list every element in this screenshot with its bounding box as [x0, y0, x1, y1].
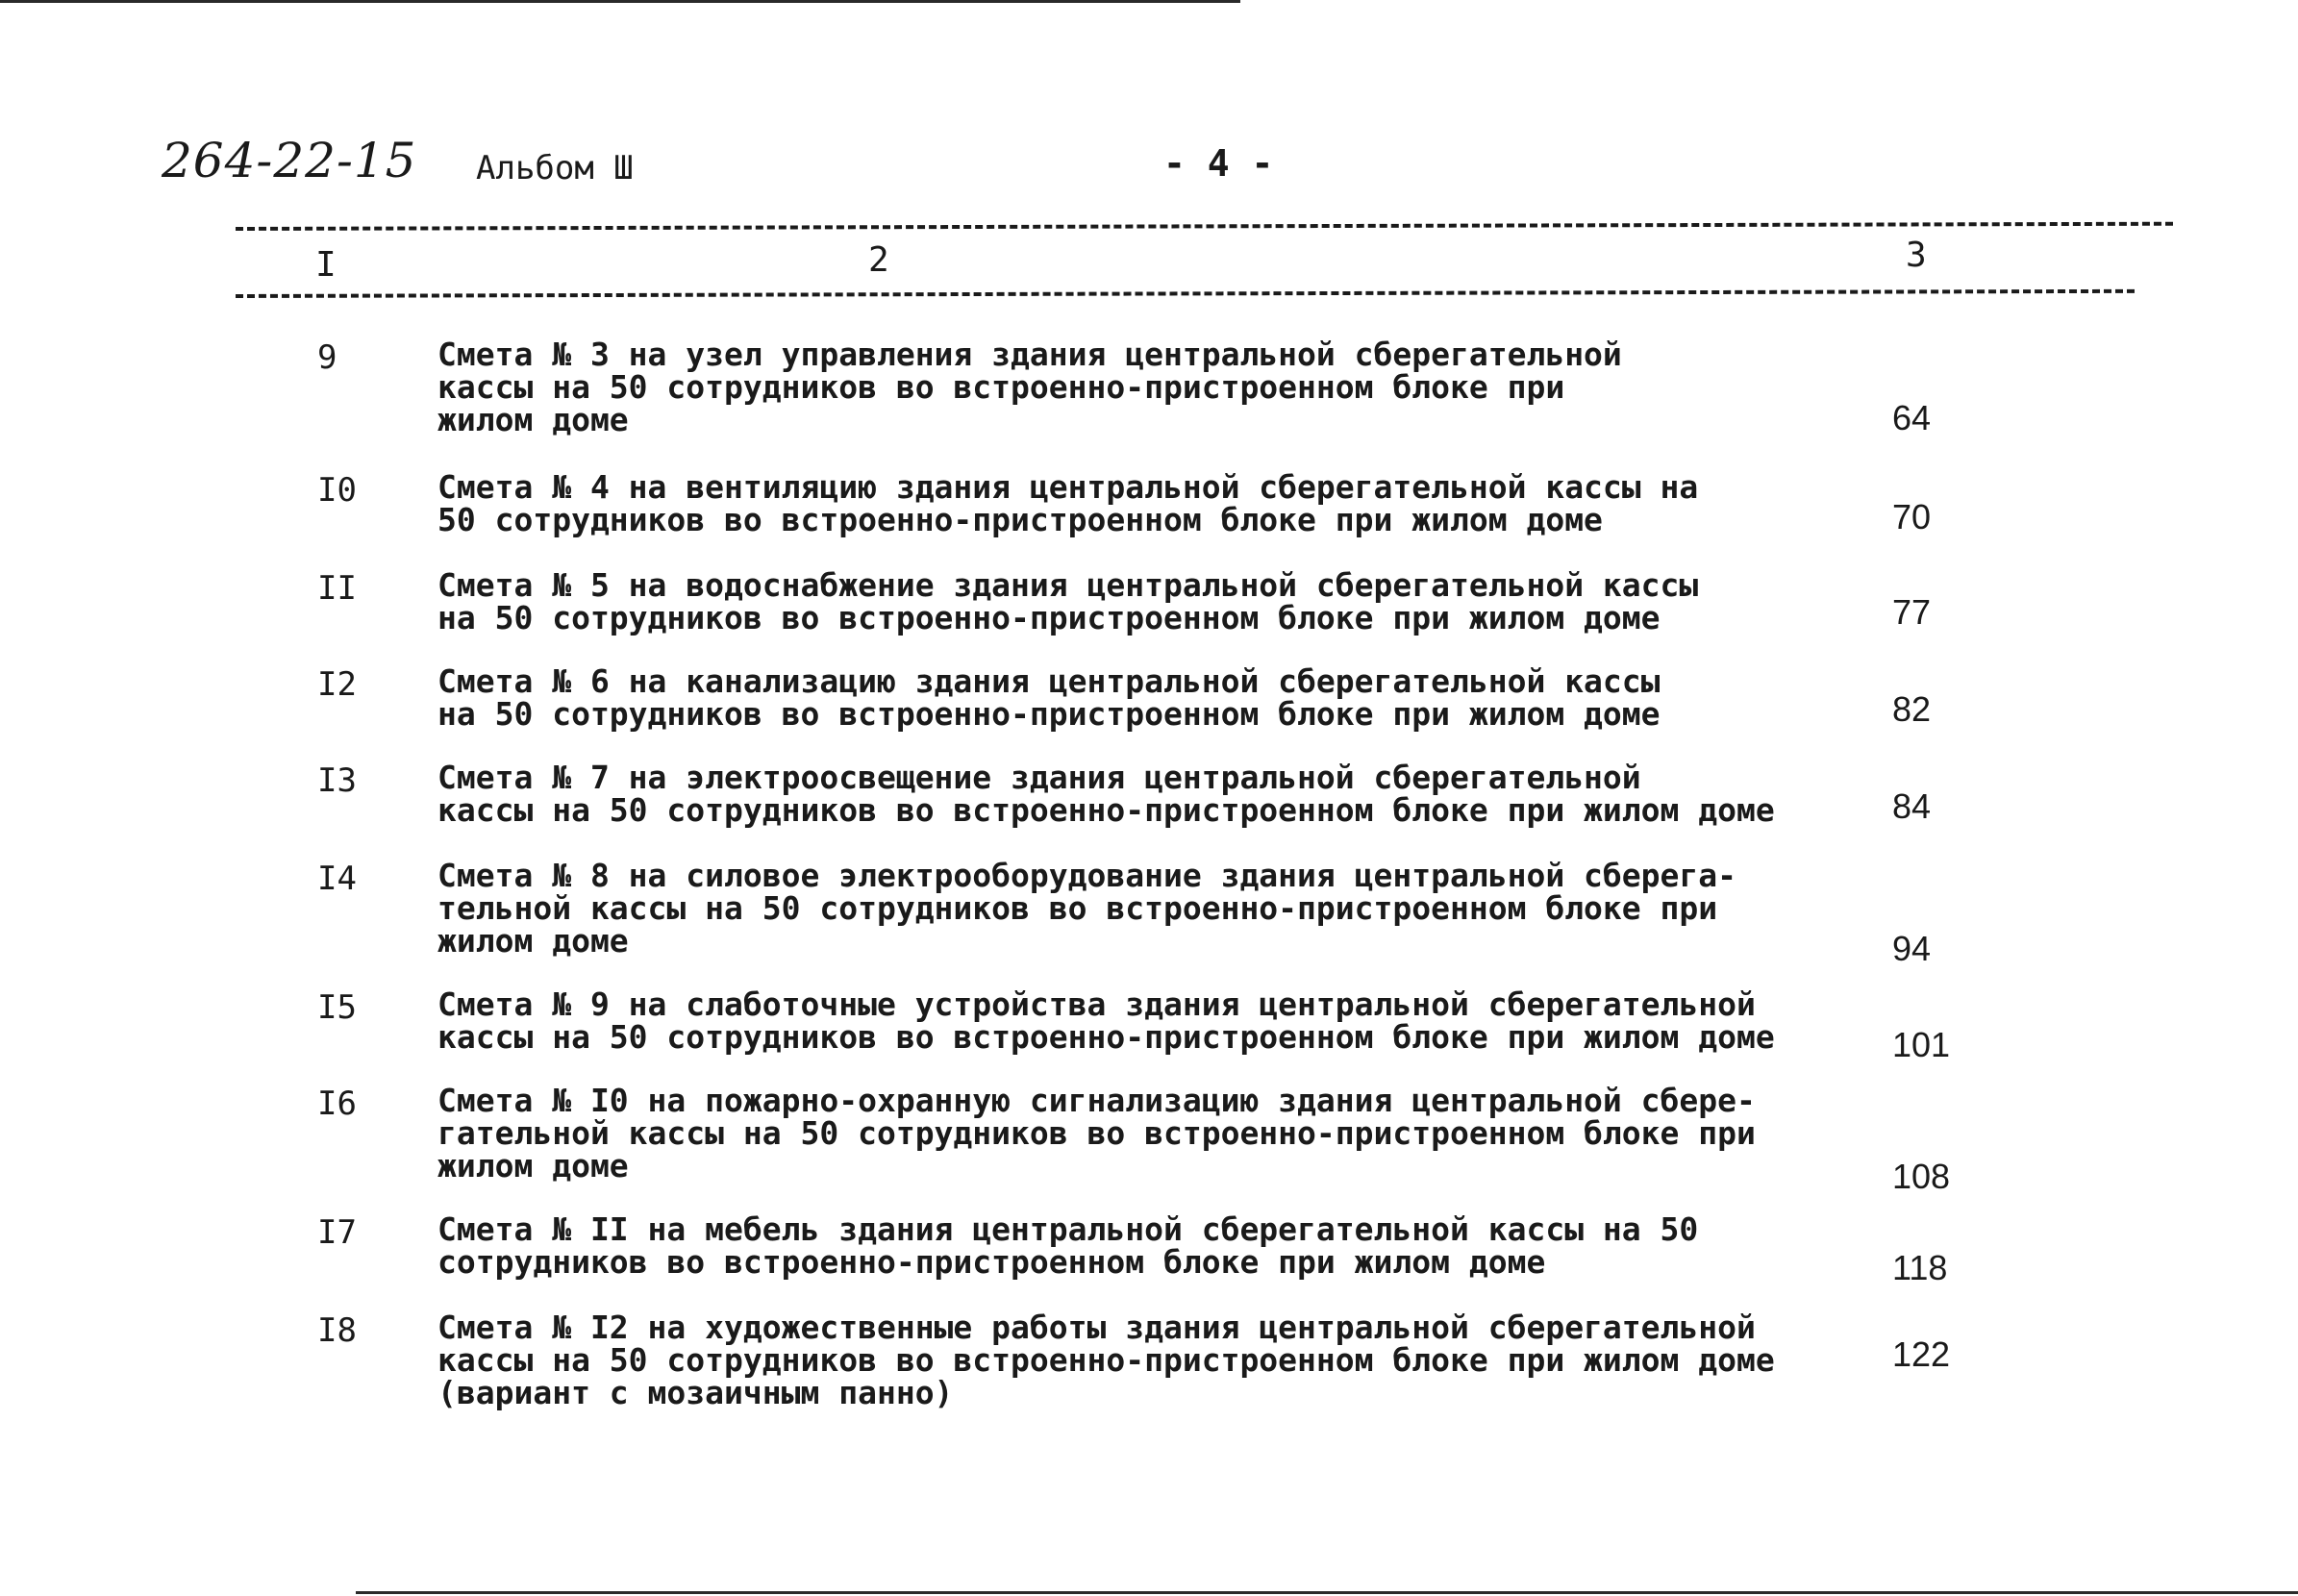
- row-number: I6: [317, 1085, 357, 1123]
- row-line: Смета № 9 на слаботочные устройства здания центральной сберегательной: [437, 985, 1756, 1023]
- row-line: Смета № 5 на водоснабжение здания центральной сберегательной кассы: [437, 566, 1699, 604]
- row-page-number: 64: [1892, 398, 1932, 437]
- row-line: Смета № 8 на силовое электрооборудование здания центральной сберега-: [437, 857, 1737, 894]
- column-header-1: I: [315, 245, 337, 285]
- scan-edge-bottom: [356, 1591, 2298, 1594]
- row-line: жилом доме: [437, 1147, 629, 1185]
- row-line: Смета № 4 на вентиляцию здания центральной сберегательной кассы на: [437, 468, 1699, 506]
- row-line: кассы на 50 сотрудников во встроенно-пристроенном блоке при жилом доме: [437, 1341, 1775, 1379]
- row-number: I5: [317, 988, 357, 1027]
- row-description: [437, 1210, 1861, 1281]
- row-number: II: [317, 569, 357, 608]
- row-number: I7: [317, 1213, 357, 1252]
- row-line: (вариант с мозаичным панно): [437, 1374, 954, 1411]
- row-line: Смета № 6 на канализацию здания центральной сберегательной кассы: [437, 662, 1661, 700]
- row-description: [437, 338, 1861, 436]
- row-page-number: 94: [1892, 929, 1932, 968]
- row-number: I2: [317, 665, 357, 704]
- row-number: I8: [317, 1311, 357, 1350]
- row-description: [437, 468, 1861, 538]
- row-line: жилом доме: [437, 401, 629, 438]
- row-line: 50 сотрудников во встроенно-пристроенном блоке при жилом доме: [437, 501, 1603, 538]
- row-page-number: 77: [1892, 592, 1932, 632]
- row-number: 9: [317, 338, 337, 377]
- row-page-number: 70: [1892, 497, 1932, 536]
- row-page-number: 108: [1892, 1157, 1951, 1196]
- row-number: I3: [317, 761, 357, 800]
- row-line: Смета № 7 на электроосвещение здания центральной сберегательной: [437, 759, 1641, 796]
- row-line: на 50 сотрудников во встроенно-пристроенном блоке при жилом доме: [437, 695, 1661, 733]
- row-line: гательной кассы на 50 сотрудников во встроенно-пристроенном блоке при: [437, 1114, 1756, 1152]
- table-header-top-rule: [236, 222, 2173, 231]
- row-line: Смета № II на мебель здания центральной сберегательной кассы на 50: [437, 1210, 1699, 1248]
- table-header-bottom-rule: [236, 289, 2135, 298]
- scan-edge-top: [0, 0, 1240, 3]
- row-page-number: 101: [1892, 1025, 1951, 1064]
- row-page-number: 84: [1892, 786, 1932, 826]
- row-line: жилом доме: [437, 922, 629, 960]
- row-description: [437, 566, 1861, 636]
- row-line: тельной кассы на 50 сотрудников во встроенно-пристроенном блоке при: [437, 889, 1718, 927]
- row-page-number: 122: [1892, 1334, 1951, 1374]
- column-header-2: 2: [868, 240, 889, 280]
- row-page-number: 118: [1892, 1248, 1948, 1287]
- row-line: на 50 сотрудников во встроенно-пристроенном блоке при жилом доме: [437, 599, 1661, 636]
- row-description: [437, 857, 1861, 960]
- row-description: [437, 761, 1861, 827]
- row-description: [437, 985, 1861, 1056]
- album-label: Альбом Ш: [476, 149, 634, 187]
- row-number: I0: [317, 471, 357, 510]
- row-line: кассы на 50 сотрудников во встроенно-пристроенном блоке при жилом доме: [437, 1018, 1775, 1056]
- row-description: [437, 662, 1861, 733]
- row-description: [437, 1311, 1861, 1409]
- row-line: кассы на 50 сотрудников во встроенно-пристроенном блоке при жилом доме: [437, 791, 1775, 829]
- row-page-number: 82: [1892, 689, 1932, 729]
- page-number: - 4 -: [1163, 142, 1274, 185]
- row-line: кассы на 50 сотрудников во встроенно-пристроенном блоке при: [437, 368, 1565, 406]
- column-header-3: 3: [1906, 236, 1927, 275]
- row-description: [437, 1082, 1861, 1185]
- row-line: Смета № I2 на художественные работы здания центральной сберегательной: [437, 1309, 1756, 1346]
- row-line: сотрудников во встроенно-пристроенном блоке при жилом доме: [437, 1243, 1546, 1281]
- document-code: 264-22-15: [162, 133, 417, 188]
- row-line: Смета № 3 на узел управления здания центральной сберегательной: [437, 336, 1622, 373]
- row-line: Смета № I0 на пожарно-охранную сигнализацию здания центральной сбере-: [437, 1082, 1756, 1119]
- row-number: I4: [317, 860, 357, 898]
